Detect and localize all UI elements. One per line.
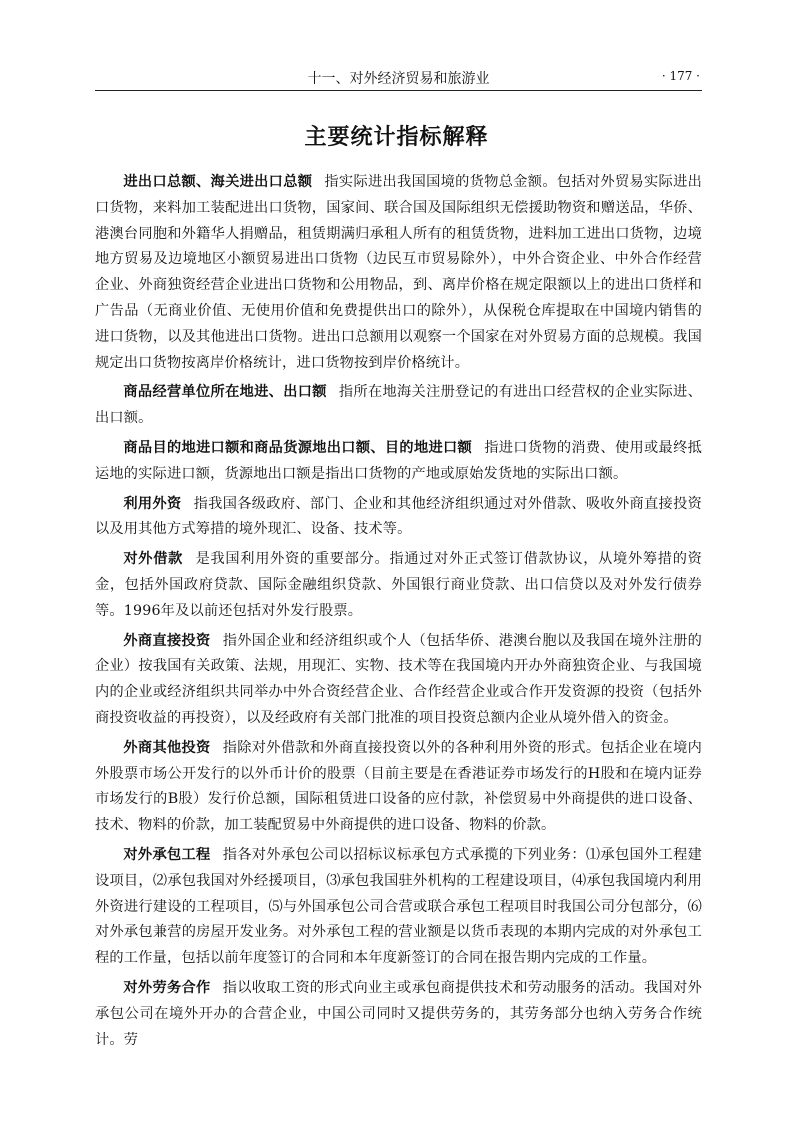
definition-term: 对外借款 [123, 551, 184, 568]
document-body [95, 170, 702, 1057]
definition-paragraph [95, 547, 702, 624]
definition-text: 指以收取工资的形式向业主或承包商提供技术和劳动服务的活动。我国对外承包公司在境外开办的合营企业，中国公司同时又提供劳务的，其劳务部分也纳入劳务合作统计。劳 [95, 979, 702, 1048]
definition-text: 指实际进出我国国境的货物总金额。包括对外贸易实际进出口货物，来料加工装配进出口货物，国家间、联合国及国际组织无偿援助物资和赠送品，华侨、港澳台同胞和外籍华人捐赠品，租赁期满归承租人所有的租赁货物，进料加工进出口货物，边境地方贸易及边境地区小额贸易进出口货物（边民互市贸易除外），中外合资企业、中外合作经营企业、外商独资经营企业进出口货物和公用物品，到、离岸价格在规定限额以上的进出口货样和广告品（无商业价值、无使用价值和免费提供出口的除外），从保税仓库提取在中国境内销售的进口货物，以及其他进出口货物。进出口总额用以观察一个国家在对外贸易方面的总规模。我国规定出口货物按离岸价格统计，进口货物按到岸价格统计。 [95, 174, 702, 371]
definition-term: 商品经营单位所在地进、出口额 [123, 384, 327, 401]
definition-text: 指我国各级政府、部门、企业和其他经济组织通过对外借款、吸收外商直接投资以及用其他方式筹措的境外现汇、设备、技术等。 [95, 495, 702, 538]
definition-term: 利用外资 [123, 495, 182, 512]
definition-paragraph [95, 629, 702, 732]
definition-term: 外商直接投资 [123, 632, 211, 649]
definition-paragraph [95, 380, 702, 432]
definition-paragraph [95, 976, 702, 1053]
definition-text: 指外国企业和经济组织或个人（包括华侨、港澳台胞以及我国在境外注册的企业）按我国有关政策、法规，用现汇、实物、技术等在我国境内开办外商独资企业、与我国境内的企业或经济组织共同举办中外合资经营企业、合作经营企业或合作开发资源的投资（包括外商投资收益的再投资），以及经政府有关部门批准的项目投资总额内企业从境外借入的资金。 [95, 632, 702, 726]
page-title: 主要统计指标解释 [304, 125, 489, 150]
definition-term: 对外劳务合作 [123, 979, 211, 996]
definition-paragraph [95, 843, 702, 972]
definition-term: 外商其他投资 [123, 739, 211, 756]
definition-term: 对外承包工程 [123, 846, 211, 863]
definition-paragraph [95, 436, 702, 488]
page-number: · 177 · [661, 69, 700, 83]
definition-term: 进出口总额、海关进出口总额 [123, 174, 313, 190]
definition-paragraph [95, 736, 702, 839]
definition-text: 指进口货物的消费、使用或最终抵运地的实际进口额，货源地出口额是指出口货物的产地或原始发货地的实际出口额。 [95, 439, 702, 482]
definition-paragraph [95, 170, 702, 376]
running-header [95, 66, 702, 88]
header-divider [95, 90, 702, 91]
definition-text: 指所在地海关注册登记的有进出口经营权的企业实际进、出口额。 [95, 384, 702, 427]
definition-text: 是我国利用外资的重要部分。指通过对外正式签订借款协议，从境外筹措的资金，包括外国政府贷款、国际金融组织贷款、外国银行商业贷款、出口信贷以及对外发行债券等。1996年及以前还包括对外发行股票。 [95, 551, 702, 619]
definition-paragraph [95, 492, 702, 544]
section-title: 十一、对外经济贸易和旅游业 [307, 71, 490, 87]
definition-text: 指各对外承包公司以招标议标承包方式承揽的下列业务：⑴承包国外工程建设项目，⑵承包我国对外经援项目，⑶承包我国驻外机构的工程建设项目，⑷承包我国境内利用外资进行建设的工程项目，⑸与外国承包公司合营或联合承包工程项目时我国公司分包部分，⑹对外承包兼营的房屋开发业务。对外承包工程的营业额是以货币表现的本期内完成的对外承包工程的工作量，包括以前年度签订的合同和本年度新签订的合同在报告期内完成的工作量。 [95, 846, 702, 967]
definition-text: 指除对外借款和外商直接投资以外的各种利用外资的形式。包括企业在境内外股票市场公开发行的以外币计价的股票（目前主要是在香港证券市场发行的H股和在境内证券市场发行的B股）发行价总额，国际租赁进口设备的应付款，补偿贸易中外商提供的进口设备、技术、物料的价款，加工装配贸易中外商提供的进口设备、物料的价款。 [95, 739, 702, 834]
definition-term: 商品目的地进口额和商品货源地出口额、目的地进口额 [123, 439, 473, 456]
